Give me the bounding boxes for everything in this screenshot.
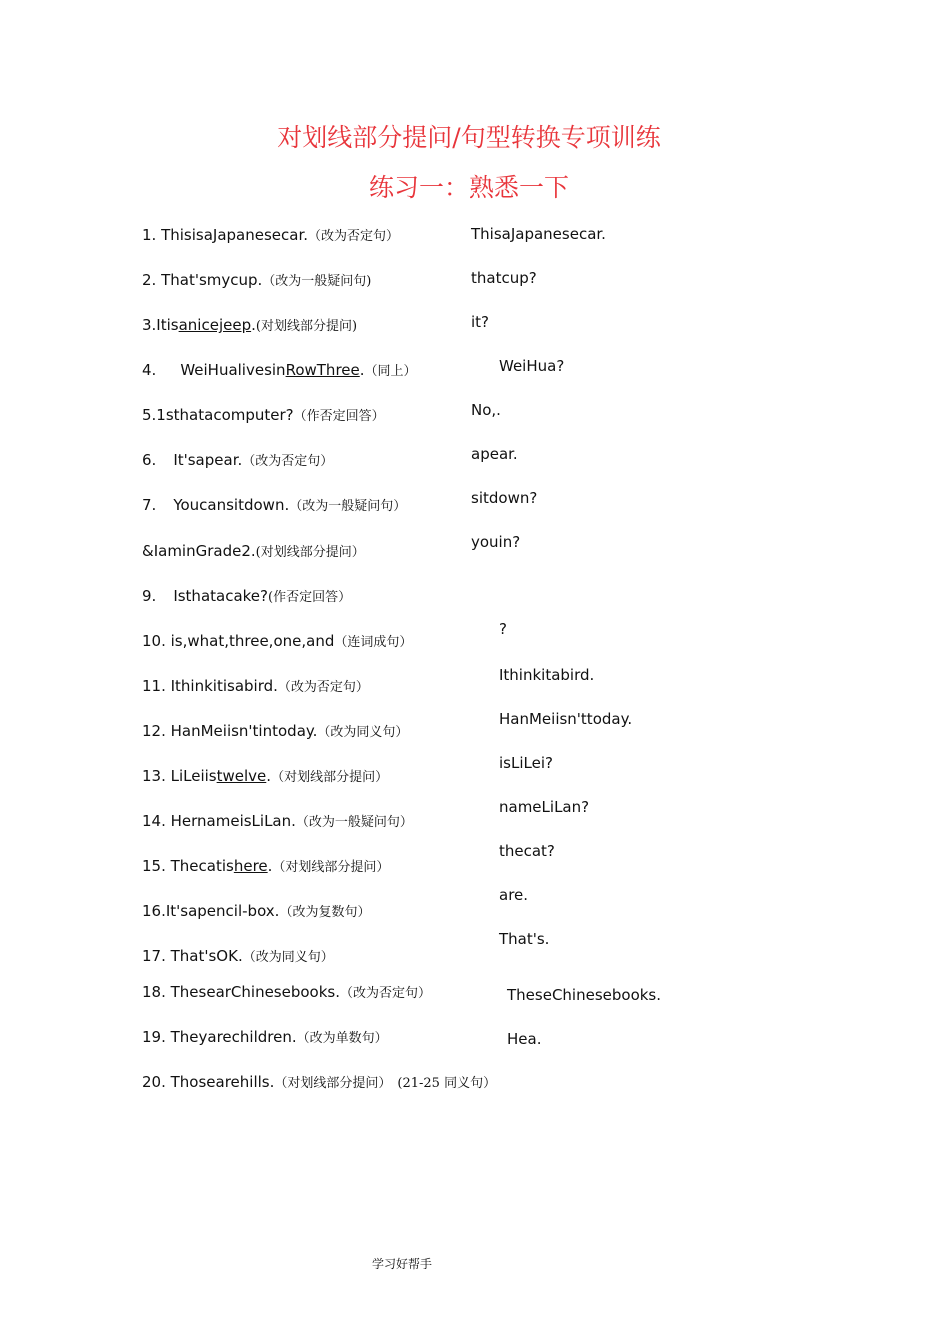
answer-4: WeiHua? bbox=[499, 357, 565, 375]
answer-12: HanMeiisn'ttoday. bbox=[499, 710, 633, 728]
answer-11: Ithinkitabird. bbox=[499, 666, 595, 684]
answer-14: nameLiLan? bbox=[499, 798, 590, 816]
question-1: 1. ThisisaJapanesecar.（改为否定句） bbox=[142, 226, 400, 244]
answer-5: No,. bbox=[471, 401, 501, 419]
answer-19: Hea. bbox=[507, 1030, 542, 1048]
question-16: 16.It'sapencil-box.（改为复数句） bbox=[142, 902, 371, 920]
answer-13: isLiLei? bbox=[499, 754, 553, 772]
answer-18: TheseChinesebooks. bbox=[507, 986, 662, 1004]
answer-1: ThisaJapanesecar. bbox=[471, 225, 606, 243]
question-3: 3.Itisanicejeep.(对划线部分提问) bbox=[142, 316, 358, 334]
answer-16: are. bbox=[499, 886, 529, 904]
question-18: 18. ThesearChinesebooks.（改为否定句） bbox=[142, 983, 432, 1001]
answer-17: That's. bbox=[499, 930, 550, 948]
answer-10: ? bbox=[499, 620, 507, 638]
answer-2: thatcup? bbox=[471, 269, 537, 287]
question-17: 17. That'sOK.（改为同义句） bbox=[142, 947, 334, 965]
question-8: &IaminGrade2.(对划线部分提问） bbox=[142, 542, 365, 560]
answer-3: it? bbox=[471, 313, 490, 331]
page-footer: 学习好帮手 bbox=[372, 1257, 433, 1271]
page-title: 对划线部分提问/句型转换专项训练 bbox=[277, 123, 661, 152]
question-14: 14. HernameisLiLan.（改为一般疑问句） bbox=[142, 812, 413, 830]
question-15: 15. Thecatishere.（对划线部分提问） bbox=[142, 857, 390, 875]
page-subtitle: 练习一：熟悉一下 bbox=[368, 173, 569, 202]
question-13: 13. LiLeiistwelve.（对划线部分提问） bbox=[142, 767, 389, 785]
question-4: 4. WeiHualivesinRowThree.（同上） bbox=[142, 361, 417, 379]
answer-8: youin? bbox=[471, 533, 521, 551]
question-9: 9. Isthatacake?(作否定回答） bbox=[142, 587, 352, 605]
answer-7: sitdown? bbox=[471, 489, 538, 507]
question-6: 6. It'sapear.（改为否定句） bbox=[142, 451, 334, 469]
question-20: 20. Thosearehills.（对划线部分提问） (21-25 同义句） bbox=[142, 1073, 497, 1091]
question-10: 10. is,what,three,one,and（连词成句） bbox=[142, 632, 413, 650]
question-2: 2. That'smycup.（改为一般疑问句) bbox=[142, 271, 372, 289]
answer-6: apear. bbox=[471, 445, 518, 463]
question-11: 11. Ithinkitisabird.（改为否定句） bbox=[142, 677, 369, 695]
answer-15: thecat? bbox=[499, 842, 555, 860]
question-19: 19. Theyarechildren.（改为单数句） bbox=[142, 1028, 388, 1046]
question-7: 7. Youcansitdown.（改为一般疑问句） bbox=[142, 496, 407, 514]
question-5: 5.1sthatacomputer?（作否定回答） bbox=[142, 406, 385, 424]
question-12: 12. HanMeiisn'tintoday.（改为同义句） bbox=[142, 722, 409, 740]
